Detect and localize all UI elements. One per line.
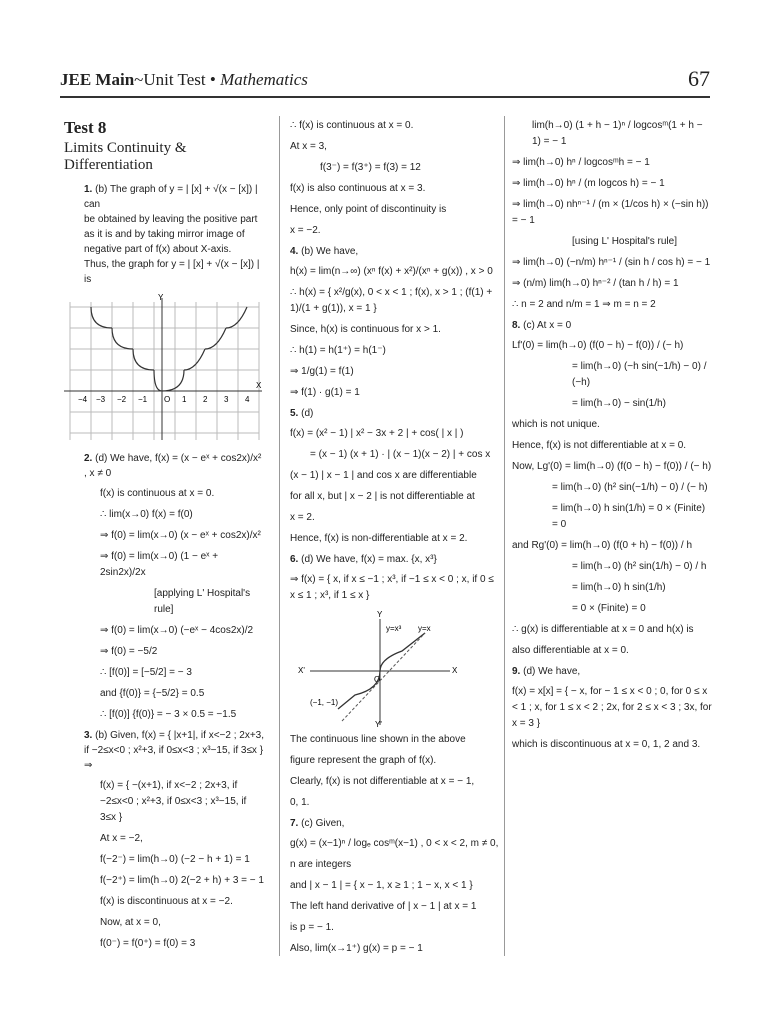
page-header [60,66,710,96]
tick-1: 1 [182,395,187,404]
q4-line-3: ∴ h(x) = { x²/g(x), 0 < x < 1 ; f(x), x > 1 ; (f(1) + 1)/(1 + g(1)), x = 1 } [290,287,493,314]
q5-line-6: x = 2. [290,512,315,523]
q4-text [290,244,500,259]
q8-text [512,318,712,333]
q5-line-7: Hence, f(x) is non-differentiable at x = 2. [290,533,468,544]
q8-line-13: = 0 × (Finite) = 0 [572,603,646,614]
q8-line-15: also differentiable at x = 0. [512,645,629,656]
c3-line-3: ⇒ lim(h→0) hⁿ / (m logcos h) = − 1 [512,178,665,189]
q3-line-3: At x = −2, [100,833,143,844]
page-number: 67 [688,66,710,91]
g2-curve-label-1: y=x³ [386,624,402,633]
header-subject: Mathematics [220,70,308,89]
q7-line-4: and | x − 1 | = { x − 1, x ≥ 1 ; 1 − x, x < 1 } [290,880,473,891]
q2-line-2: f(x) is continuous at x = 0. [100,488,215,499]
q1-line-1: (b) The graph of y = | [x] + √(x − [x]) | can [84,184,258,210]
q7-line-2: g(x) = (x−1)ⁿ / logₑ cosᵐ(x−1) , 0 < x < 2, m ≠ 0, [290,838,499,849]
q8-line-5: which is not unique. [512,419,600,430]
q5-line-1: (d) [301,408,314,419]
q4-number: 4. [290,246,299,257]
q3-line-1: (b) Given, f(x) = { |x+1|, if x<−2 ; 2x+3, if −2≤x<0 ; x²+3, if 0≤x<3 ; x³−15, if 3≤x } ⇒ [84,730,265,771]
column-divider-1 [279,116,280,956]
q8-line-4: = lim(h→0) − sin(1/h) [572,398,666,409]
q6-line-2: ⇒ f(x) = { x, if x ≤ −1 ; x³, if −1 ≤ x < 0 ; x, if 0 ≤ x ≤ 1 ; x³, if 1 ≤ x } [290,574,494,601]
q7-text [290,816,500,831]
q3-line-5: f(−2⁺) = lim(h→0) 2(−2 + h) + 3 = − 1 [100,875,264,886]
q1-number: 1. [84,184,93,195]
c3-line-6: ⇒ lim(h→0) (−n/m) hⁿ⁻¹ / (sin h / cos h) = − 1 [512,257,711,268]
c2-line-4: f(x) is also continuous at x = 3. [290,183,426,194]
c3-line-4: ⇒ lim(h→0) nhⁿ⁻¹ / (m × (1/cos h) × (−sin h)) = − 1 [512,199,709,226]
q2-line-11: ∴ [f(0)] {f(0)} = − 3 × 0.5 = −1.5 [100,709,237,720]
q5-number: 5. [290,408,299,419]
graph-grid [70,302,259,440]
q2-line-3: ∴ lim(x→0) f(x) = f(0) [100,509,193,520]
q7-line-3: n are integers [290,859,352,870]
c2-line-3: f(3⁻) = f(3⁺) = f(3) = 12 [320,162,421,173]
q4-line-5: ∴ h(1) = h(1⁺) = h(1⁻) [290,345,386,356]
q2-line-7: ⇒ f(0) = lim(x→0) (−eˣ − 4cos2x)/2 [100,625,254,636]
q9-line-1: (d) We have, [523,666,581,677]
q2-line-5: ⇒ f(0) = lim(x→0) (1 − eˣ + 2sin2x)/2x [100,551,219,578]
tick-origin: O [164,395,171,404]
column-2 [290,118,500,962]
q6-text [290,552,500,567]
q2-line-4: ⇒ f(0) = lim(x→0) (x − eˣ + cos2x)/x² [100,530,261,541]
c3-line-7: ⇒ (n/m) lim(h→0) hⁿ⁻² / (tan h / h) = 1 [512,278,679,289]
q8-line-8: = lim(h→0) (h² sin(−1/h) − 0) / (− h) [552,482,708,493]
q8-line-14: ∴ g(x) is differentiable at x = 0 and h(x) is [512,624,694,635]
c2-line-5: Hence, only point of discontinuity is [290,204,447,215]
header-separator: ~ [134,70,144,89]
q3-line-2: f(x) = { −(x+1), if x<−2 ; 2x+3, if −2≤x<0 ; x²+3, if 0≤x<3 ; x³−15, if 3≤x } [100,780,247,823]
q6-graph [290,609,490,729]
q6-line-1: (d) We have, f(x) = max. {x, x³} [301,554,437,565]
g2-x-label: X [452,666,458,675]
q6-line-6: 0, 1. [290,797,310,808]
test-title: Test 8 [64,118,107,137]
q1-line-4: negative part of f(x) about X-axis. [84,244,232,255]
q3-line-8: f(0⁻) = f(0⁺) = f(0) = 3 [100,938,196,949]
c2-line-2: At x = 3, [290,141,327,152]
column-divider-2 [504,116,505,956]
column-1 [64,118,264,957]
tick-neg1: −1 [138,395,148,404]
tick-neg4: −4 [78,395,88,404]
q5-line-3: = (x − 1) (x + 1) · | (x − 1)(x − 2) | + cos x [310,449,491,460]
q9-number: 9. [512,666,521,677]
q1-graph [64,292,264,442]
header-title [60,70,308,90]
q2-line-10: and {f(0)} = {−5/2} = 0.5 [100,688,205,699]
q2-line-1: (d) We have, f(x) = (x − eˣ + cos2x)/x² , x ≠ 0 [84,453,262,479]
q3-number: 3. [84,730,93,741]
subtitle-line-2: Differentiation [64,157,153,173]
q3-line-7: Now, at x = 0, [100,917,161,928]
subtitle-line-1: Limits Continuity & [64,140,187,156]
q1-line-6: is [84,274,92,285]
q7-line-5: The left hand derivative of | x − 1 | at x = 1 [290,901,477,912]
q8-line-3: = lim(h→0) (−h sin(−1/h) − 0) / (−h) [572,361,707,388]
q6-line-3: The continuous line shown in the above [290,734,466,745]
q7-line-6: is p = − 1. [290,922,334,933]
q8-line-6: Hence, f(x) is not differentiable at x = 0. [512,440,687,451]
q6-number: 6. [290,554,299,565]
q5-text [290,406,500,421]
test-subtitle [64,140,264,174]
q1-line-3: as it is and by taking mirror image of [84,229,245,240]
q4-line-4: Since, h(x) is continuous for x > 1. [290,324,441,335]
tick-2: 2 [203,395,208,404]
q7-line-1: (c) Given, [301,818,345,829]
q8-line-10: and Rg'(0) = lim(h→0) (f(0 + h) − f(0)) / h [512,540,693,551]
q5-line-4: (x − 1) | x − 1 | and cos x are differentiable [290,470,477,481]
c2-line-1: ∴ f(x) is continuous at x = 0. [290,120,414,131]
tick-neg3: −3 [96,395,106,404]
q4-line-6: ⇒ 1/g(1) = f(1) [290,366,354,377]
q3-line-6: f(x) is discontinuous at x = −2. [100,896,233,907]
g2-xprime-label: X' [298,666,305,675]
q8-line-7: Now, Lg'(0) = lim(h→0) (f(0 − h) − f(0)) / (− h) [512,461,712,472]
q7-number: 7. [290,818,299,829]
c3-line-8: ∴ n = 2 and n/m = 1 ⇒ m = n = 2 [512,299,656,310]
column-3 [512,118,712,758]
q8-line-1: (c) At x = 0 [523,320,572,331]
header-rule [60,96,710,98]
c3-line-5: [using L' Hospital's rule] [572,236,677,247]
tick-neg2: −2 [117,395,127,404]
header-unit-test: Unit Test [143,70,206,89]
tick-4: 4 [245,395,250,404]
q6-line-5: Clearly, f(x) is not differentiable at x = − 1, [290,776,475,787]
header-dot: • [209,70,216,89]
q6-line-4: figure represent the graph of f(x). [290,755,437,766]
graph-x-label: X [256,381,262,390]
q9-text [512,664,712,679]
g2-origin: O [374,675,381,684]
c3-line-1: lim(h→0) (1 + h − 1)ⁿ / logcosᵐ(1 + h − 1) = − 1 [532,120,703,147]
q4-line-2: h(x) = lim(n→∞) (xⁿ f(x) + x²)/(xⁿ + g(x)) , x > 0 [290,266,493,277]
g2-point-label: (−1, −1) [310,698,339,707]
g2-dashed-line [342,633,425,721]
header-brand: JEE Main [60,70,135,89]
q3-text [64,728,264,773]
tick-3: 3 [224,395,229,404]
q2-number: 2. [84,453,93,464]
q2-line-9: ∴ [f(0)] = [−5/2] = − 3 [100,667,192,678]
g2-yprime-label: Y' [375,720,382,729]
q5-line-2: f(x) = (x² − 1) | x² − 3x + 2 | + cos( | x | ) [290,428,464,439]
q8-line-12: = lim(h→0) h sin(1/h) [572,582,666,593]
q1-line-2: be obtained by leaving the positive part [84,214,258,225]
c2-line-6: x = −2. [290,225,321,236]
q8-number: 8. [512,320,521,331]
q1-text [64,182,264,287]
graph-y-label: Y [158,293,164,302]
q7-line-7: Also, lim(x→1⁺) g(x) = p = − 1 [290,943,423,954]
q8-line-9: = lim(h→0) h sin(1/h) = 0 × (Finite) = 0 [552,503,706,530]
q5-line-5: for all x, but | x − 2 | is not differentiable at [290,491,475,502]
q3-line-4: f(−2⁻) = lim(h→0) (−2 − h + 1) = 1 [100,854,250,865]
q2-text [64,451,264,481]
q9-line-2: f(x) = x[x] = { − x, for − 1 ≤ x < 0 ; 0, for 0 ≤ x < 1 ; x, for 1 ≤ x < 2 ; 2x, for 2 ≤ x < 3 ; 3x, for x = 3 } [512,686,712,729]
q4-line-7: ⇒ f(1) · g(1) = 1 [290,387,360,398]
q8-line-11: = lim(h→0) (h² sin(1/h) − 0) / h [572,561,707,572]
q2-line-6: [applying L' Hospital's rule] [154,588,251,615]
q1-line-5: Thus, the graph for y = | [x] + √(x − [x]) | [84,259,260,270]
g2-curve-label-2: y=x [418,624,431,633]
q9-line-3: which is discontinuous at x = 0, 1, 2 and 3. [512,739,701,750]
q4-line-1: (b) We have, [301,246,359,257]
q2-line-8: ⇒ f(0) = −5/2 [100,646,158,657]
g2-y-label: Y [377,610,383,619]
c3-line-2: ⇒ lim(h→0) hⁿ / logcosᵐh = − 1 [512,157,650,168]
q8-line-2: Lf'(0) = lim(h→0) (f(0 − h) − f(0)) / (− h) [512,340,684,351]
